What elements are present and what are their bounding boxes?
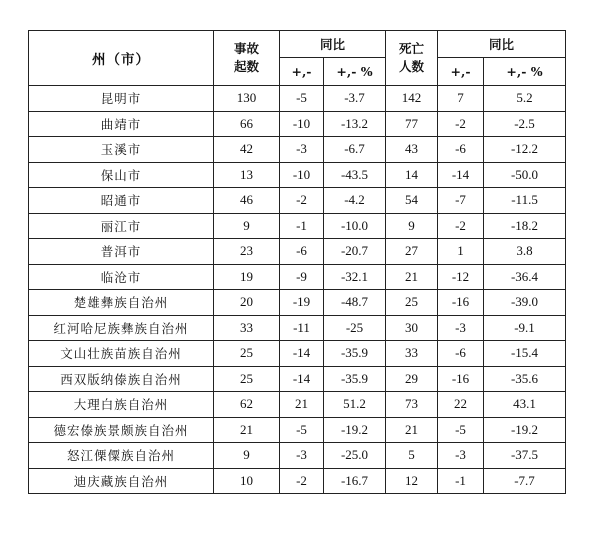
- accidents-cell: 42: [214, 137, 280, 163]
- table-row: [29, 162, 566, 188]
- deaths-diff-cell: -6: [438, 341, 484, 367]
- deaths-pct-cell: -12.2: [484, 137, 566, 163]
- accidents-pct-cell: -6.7: [324, 137, 386, 163]
- accidents-cell: 9: [214, 443, 280, 469]
- deaths-header-line2: 人数: [399, 59, 425, 74]
- table-row: [29, 443, 566, 469]
- table-row: [29, 137, 566, 163]
- accidents-diff-cell: -10: [280, 162, 324, 188]
- accidents-diff-cell: -10: [280, 111, 324, 137]
- accidents-diff-cell: -2: [280, 188, 324, 214]
- deaths-pct-cell: -36.4: [484, 264, 566, 290]
- accidents-pct-cell: -48.7: [324, 290, 386, 316]
- table-row: [29, 188, 566, 214]
- deaths-cell: 54: [386, 188, 438, 214]
- deaths-cell: 33: [386, 341, 438, 367]
- table-body: [29, 86, 566, 494]
- table-row: [29, 264, 566, 290]
- region-cell: 临沧市: [29, 264, 214, 290]
- deaths-pct-cell: -15.4: [484, 341, 566, 367]
- deaths-cell: 27: [386, 239, 438, 265]
- deaths-cell: 21: [386, 417, 438, 443]
- deaths-pct-cell: -50.0: [484, 162, 566, 188]
- statistics-table: [28, 30, 566, 494]
- deaths-diff-cell: -1: [438, 468, 484, 494]
- accidents-diff-cell: -5: [280, 417, 324, 443]
- deaths-diff-cell: -12: [438, 264, 484, 290]
- region-cell: 红河哈尼族彝族自治州: [29, 315, 214, 341]
- deaths-diff-cell: -2: [438, 213, 484, 239]
- accidents-header: [214, 31, 280, 86]
- table-row: [29, 86, 566, 112]
- deaths-pct-cell: 43.1: [484, 392, 566, 418]
- accidents-diff-cell: -6: [280, 239, 324, 265]
- deaths-yoy-header: 同比: [438, 31, 566, 58]
- deaths-cell: 12: [386, 468, 438, 494]
- table-row: [29, 290, 566, 316]
- table-header: [29, 31, 566, 86]
- region-cell: 保山市: [29, 162, 214, 188]
- region-cell: 楚雄彝族自治州: [29, 290, 214, 316]
- deaths-diff-cell: -3: [438, 315, 484, 341]
- accidents-cell: 9: [214, 213, 280, 239]
- accidents-pct-cell: 51.2: [324, 392, 386, 418]
- accidents-cell: 10: [214, 468, 280, 494]
- accidents-diff-cell: -3: [280, 137, 324, 163]
- accidents-diff-cell: -5: [280, 86, 324, 112]
- deaths-diff-cell: -16: [438, 366, 484, 392]
- deaths-diff-cell: 22: [438, 392, 484, 418]
- accidents-cell: 20: [214, 290, 280, 316]
- region-cell: 普洱市: [29, 239, 214, 265]
- deaths-cell: 77: [386, 111, 438, 137]
- table-row: [29, 315, 566, 341]
- accidents-pct-cell: -43.5: [324, 162, 386, 188]
- deaths-cell: 14: [386, 162, 438, 188]
- accidents-pct-cell: -35.9: [324, 366, 386, 392]
- deaths-diff-cell: 1: [438, 239, 484, 265]
- deaths-diff-cell: -7: [438, 188, 484, 214]
- deaths-cell: 30: [386, 315, 438, 341]
- accidents-cell: 25: [214, 341, 280, 367]
- table-row: [29, 341, 566, 367]
- accidents-cell: 13: [214, 162, 280, 188]
- accidents-cell: 46: [214, 188, 280, 214]
- table-row: [29, 417, 566, 443]
- deaths-pct-cell: 3.8: [484, 239, 566, 265]
- accidents-pct-cell: -10.0: [324, 213, 386, 239]
- region-cell: 昭通市: [29, 188, 214, 214]
- deaths-pct-cell: -9.1: [484, 315, 566, 341]
- deaths-diff-cell: 7: [438, 86, 484, 112]
- deaths-pct-cell: -2.5: [484, 111, 566, 137]
- accidents-cell: 33: [214, 315, 280, 341]
- header-row-1: [29, 31, 566, 58]
- accidents-pct-cell: -13.2: [324, 111, 386, 137]
- accidents-pct-cell: -25.0: [324, 443, 386, 469]
- accidents-diff-cell: -14: [280, 341, 324, 367]
- accidents-pct-cell: -35.9: [324, 341, 386, 367]
- accidents-pct-cell: -4.2: [324, 188, 386, 214]
- deaths-diff-cell: -5: [438, 417, 484, 443]
- deaths-cell: 142: [386, 86, 438, 112]
- deaths-pct-header: +,- %: [484, 58, 566, 86]
- deaths-pct-cell: -18.2: [484, 213, 566, 239]
- accidents-diff-cell: 21: [280, 392, 324, 418]
- deaths-cell: 9: [386, 213, 438, 239]
- deaths-header-line1: 死亡: [399, 40, 425, 56]
- accidents-cell: 19: [214, 264, 280, 290]
- accidents-diff-cell: -14: [280, 366, 324, 392]
- region-cell: 文山壮族苗族自治州: [29, 341, 214, 367]
- region-cell: 昆明市: [29, 86, 214, 112]
- accidents-header-line1: 事故: [233, 40, 259, 56]
- accidents-diff-cell: -11: [280, 315, 324, 341]
- table-row: [29, 111, 566, 137]
- accidents-yoy-header: 同比: [280, 31, 386, 58]
- accidents-cell: 23: [214, 239, 280, 265]
- deaths-diff-cell: -14: [438, 162, 484, 188]
- table-row: [29, 468, 566, 494]
- accidents-pct-cell: -20.7: [324, 239, 386, 265]
- deaths-cell: 21: [386, 264, 438, 290]
- deaths-diff-cell: -3: [438, 443, 484, 469]
- deaths-cell: 25: [386, 290, 438, 316]
- accidents-cell: 130: [214, 86, 280, 112]
- deaths-cell: 73: [386, 392, 438, 418]
- deaths-pct-cell: -35.6: [484, 366, 566, 392]
- accidents-pct-cell: -19.2: [324, 417, 386, 443]
- deaths-cell: 29: [386, 366, 438, 392]
- region-cell: 大理白族自治州: [29, 392, 214, 418]
- accidents-diff-cell: -1: [280, 213, 324, 239]
- deaths-cell: 43: [386, 137, 438, 163]
- region-cell: 迪庆藏族自治州: [29, 468, 214, 494]
- accidents-pct-cell: -32.1: [324, 264, 386, 290]
- region-cell: 德宏傣族景颇族自治州: [29, 417, 214, 443]
- deaths-cell: 5: [386, 443, 438, 469]
- region-cell: 西双版纳傣族自治州: [29, 366, 214, 392]
- region-cell: 丽江市: [29, 213, 214, 239]
- deaths-diff-cell: -2: [438, 111, 484, 137]
- accidents-diff-cell: -9: [280, 264, 324, 290]
- table-row: [29, 366, 566, 392]
- accidents-cell: 66: [214, 111, 280, 137]
- accidents-header-line2: 起数: [233, 59, 259, 74]
- deaths-pct-cell: -39.0: [484, 290, 566, 316]
- accidents-pct-cell: -16.7: [324, 468, 386, 494]
- table-row: [29, 392, 566, 418]
- accidents-pct-cell: -3.7: [324, 86, 386, 112]
- accidents-cell: 25: [214, 366, 280, 392]
- accidents-diff-header: +,-: [280, 58, 324, 86]
- table-row: [29, 213, 566, 239]
- region-cell: 曲靖市: [29, 111, 214, 137]
- deaths-header: [386, 31, 438, 86]
- deaths-diff-header: +,-: [438, 58, 484, 86]
- deaths-pct-cell: -7.7: [484, 468, 566, 494]
- deaths-pct-cell: -11.5: [484, 188, 566, 214]
- accidents-cell: 62: [214, 392, 280, 418]
- region-cell: 怒江傈僳族自治州: [29, 443, 214, 469]
- deaths-pct-cell: -19.2: [484, 417, 566, 443]
- accidents-diff-cell: -19: [280, 290, 324, 316]
- accidents-diff-cell: -3: [280, 443, 324, 469]
- accidents-pct-cell: -25: [324, 315, 386, 341]
- region-header: 州（市）: [29, 31, 214, 86]
- deaths-pct-cell: 5.2: [484, 86, 566, 112]
- table-row: [29, 239, 566, 265]
- deaths-diff-cell: -6: [438, 137, 484, 163]
- deaths-pct-cell: -37.5: [484, 443, 566, 469]
- region-cell: 玉溪市: [29, 137, 214, 163]
- accidents-pct-header: +,- %: [324, 58, 386, 86]
- deaths-diff-cell: -16: [438, 290, 484, 316]
- accidents-cell: 21: [214, 417, 280, 443]
- accidents-diff-cell: -2: [280, 468, 324, 494]
